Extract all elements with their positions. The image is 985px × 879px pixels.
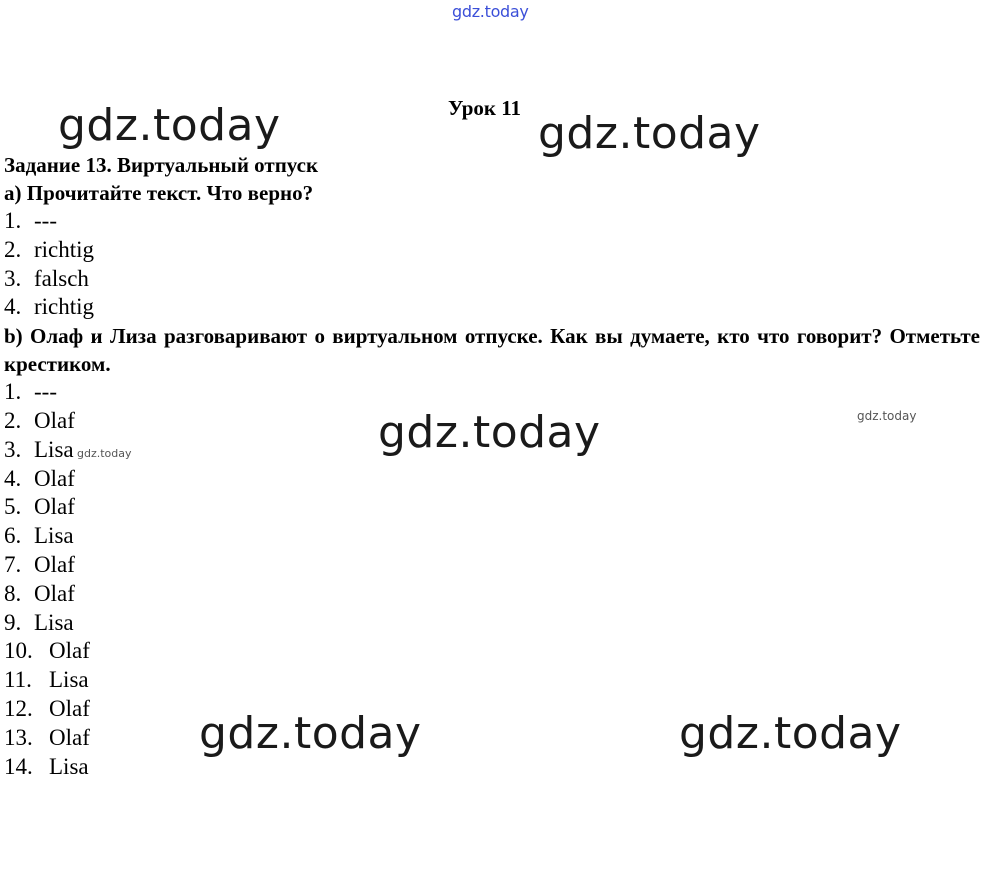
answer-number: 1. xyxy=(4,379,22,405)
watermark: gdz.today xyxy=(199,708,422,759)
answer-text: Lisa xyxy=(49,753,89,779)
answer-text: Lisa xyxy=(34,609,74,635)
answer-text: Lisa xyxy=(34,436,74,462)
answer-item xyxy=(4,265,980,294)
task-title: Задание 13. Виртуальный отпуск xyxy=(4,153,319,177)
answer-number: 11. xyxy=(4,667,32,693)
answer-item xyxy=(4,724,980,753)
part-a-heading: a) Прочитайте текст. Что верно? xyxy=(4,181,314,205)
answer-item xyxy=(4,522,980,551)
answer-text: Lisa xyxy=(34,523,74,549)
answer-item xyxy=(4,695,980,724)
answer-item xyxy=(4,436,980,465)
part-b-heading: b) Олаф и Лиза разговаривают о виртуальном отпуске. Как вы думаете, кто что говорит? Отметьте крестиком. xyxy=(4,324,980,377)
answer-item xyxy=(4,551,980,580)
answer-number: 13. xyxy=(4,724,33,750)
top-watermark-link[interactable]: gdz.today xyxy=(452,2,529,21)
answer-text: richtig xyxy=(34,294,95,320)
answer-item xyxy=(4,637,980,666)
answer-text: Olaf xyxy=(34,407,75,433)
answer-number: 14. xyxy=(4,753,33,779)
answer-number: 3. xyxy=(4,265,22,291)
answer-text: --- xyxy=(34,379,57,405)
answer-item xyxy=(4,207,980,236)
answer-number: 5. xyxy=(4,494,22,520)
answer-item xyxy=(4,580,980,609)
answer-item xyxy=(4,493,980,522)
answer-number: 2. xyxy=(4,236,22,262)
answer-text: Olaf xyxy=(34,551,75,577)
watermark: gdz.today xyxy=(77,447,132,460)
lesson-title: Урок 11 xyxy=(448,96,522,120)
answer-text: --- xyxy=(34,208,57,233)
answer-number: 8. xyxy=(4,580,22,606)
answer-text: Olaf xyxy=(49,695,90,721)
answer-number: 6. xyxy=(4,523,22,549)
answer-number: 1. xyxy=(4,208,22,233)
answer-item xyxy=(4,666,980,695)
answer-text: Olaf xyxy=(34,494,75,520)
answer-item xyxy=(4,753,980,782)
answer-number: 10. xyxy=(4,638,33,664)
answer-text: Olaf xyxy=(34,580,75,606)
answer-number: 9. xyxy=(4,609,22,635)
answer-number: 7. xyxy=(4,551,22,577)
answer-text: Olaf xyxy=(49,724,90,750)
watermark: gdz.today xyxy=(58,100,281,151)
answer-number: 3. xyxy=(4,436,22,462)
answer-number: 4. xyxy=(4,465,22,491)
answer-item xyxy=(4,407,980,436)
part-b-answer-list xyxy=(4,378,980,781)
watermark: gdz.today xyxy=(857,409,917,423)
answer-item xyxy=(4,465,980,494)
answer-text: falsch xyxy=(34,265,89,291)
answer-text: Lisa xyxy=(49,667,89,693)
watermark: gdz.today xyxy=(679,708,902,759)
answer-number: 4. xyxy=(4,294,22,320)
answer-number: 12. xyxy=(4,695,33,721)
answer-item xyxy=(4,378,980,407)
watermark: gdz.today xyxy=(378,407,601,458)
answer-item xyxy=(4,236,980,265)
answer-item xyxy=(4,609,980,638)
answer-item xyxy=(4,293,980,322)
watermark: gdz.today xyxy=(538,108,761,159)
answer-text: richtig xyxy=(34,236,95,262)
task-content xyxy=(4,151,980,781)
answer-text: Olaf xyxy=(49,638,90,664)
answer-text: Olaf xyxy=(34,465,75,491)
answer-number: 2. xyxy=(4,407,22,433)
part-a-answer-list xyxy=(4,207,980,322)
